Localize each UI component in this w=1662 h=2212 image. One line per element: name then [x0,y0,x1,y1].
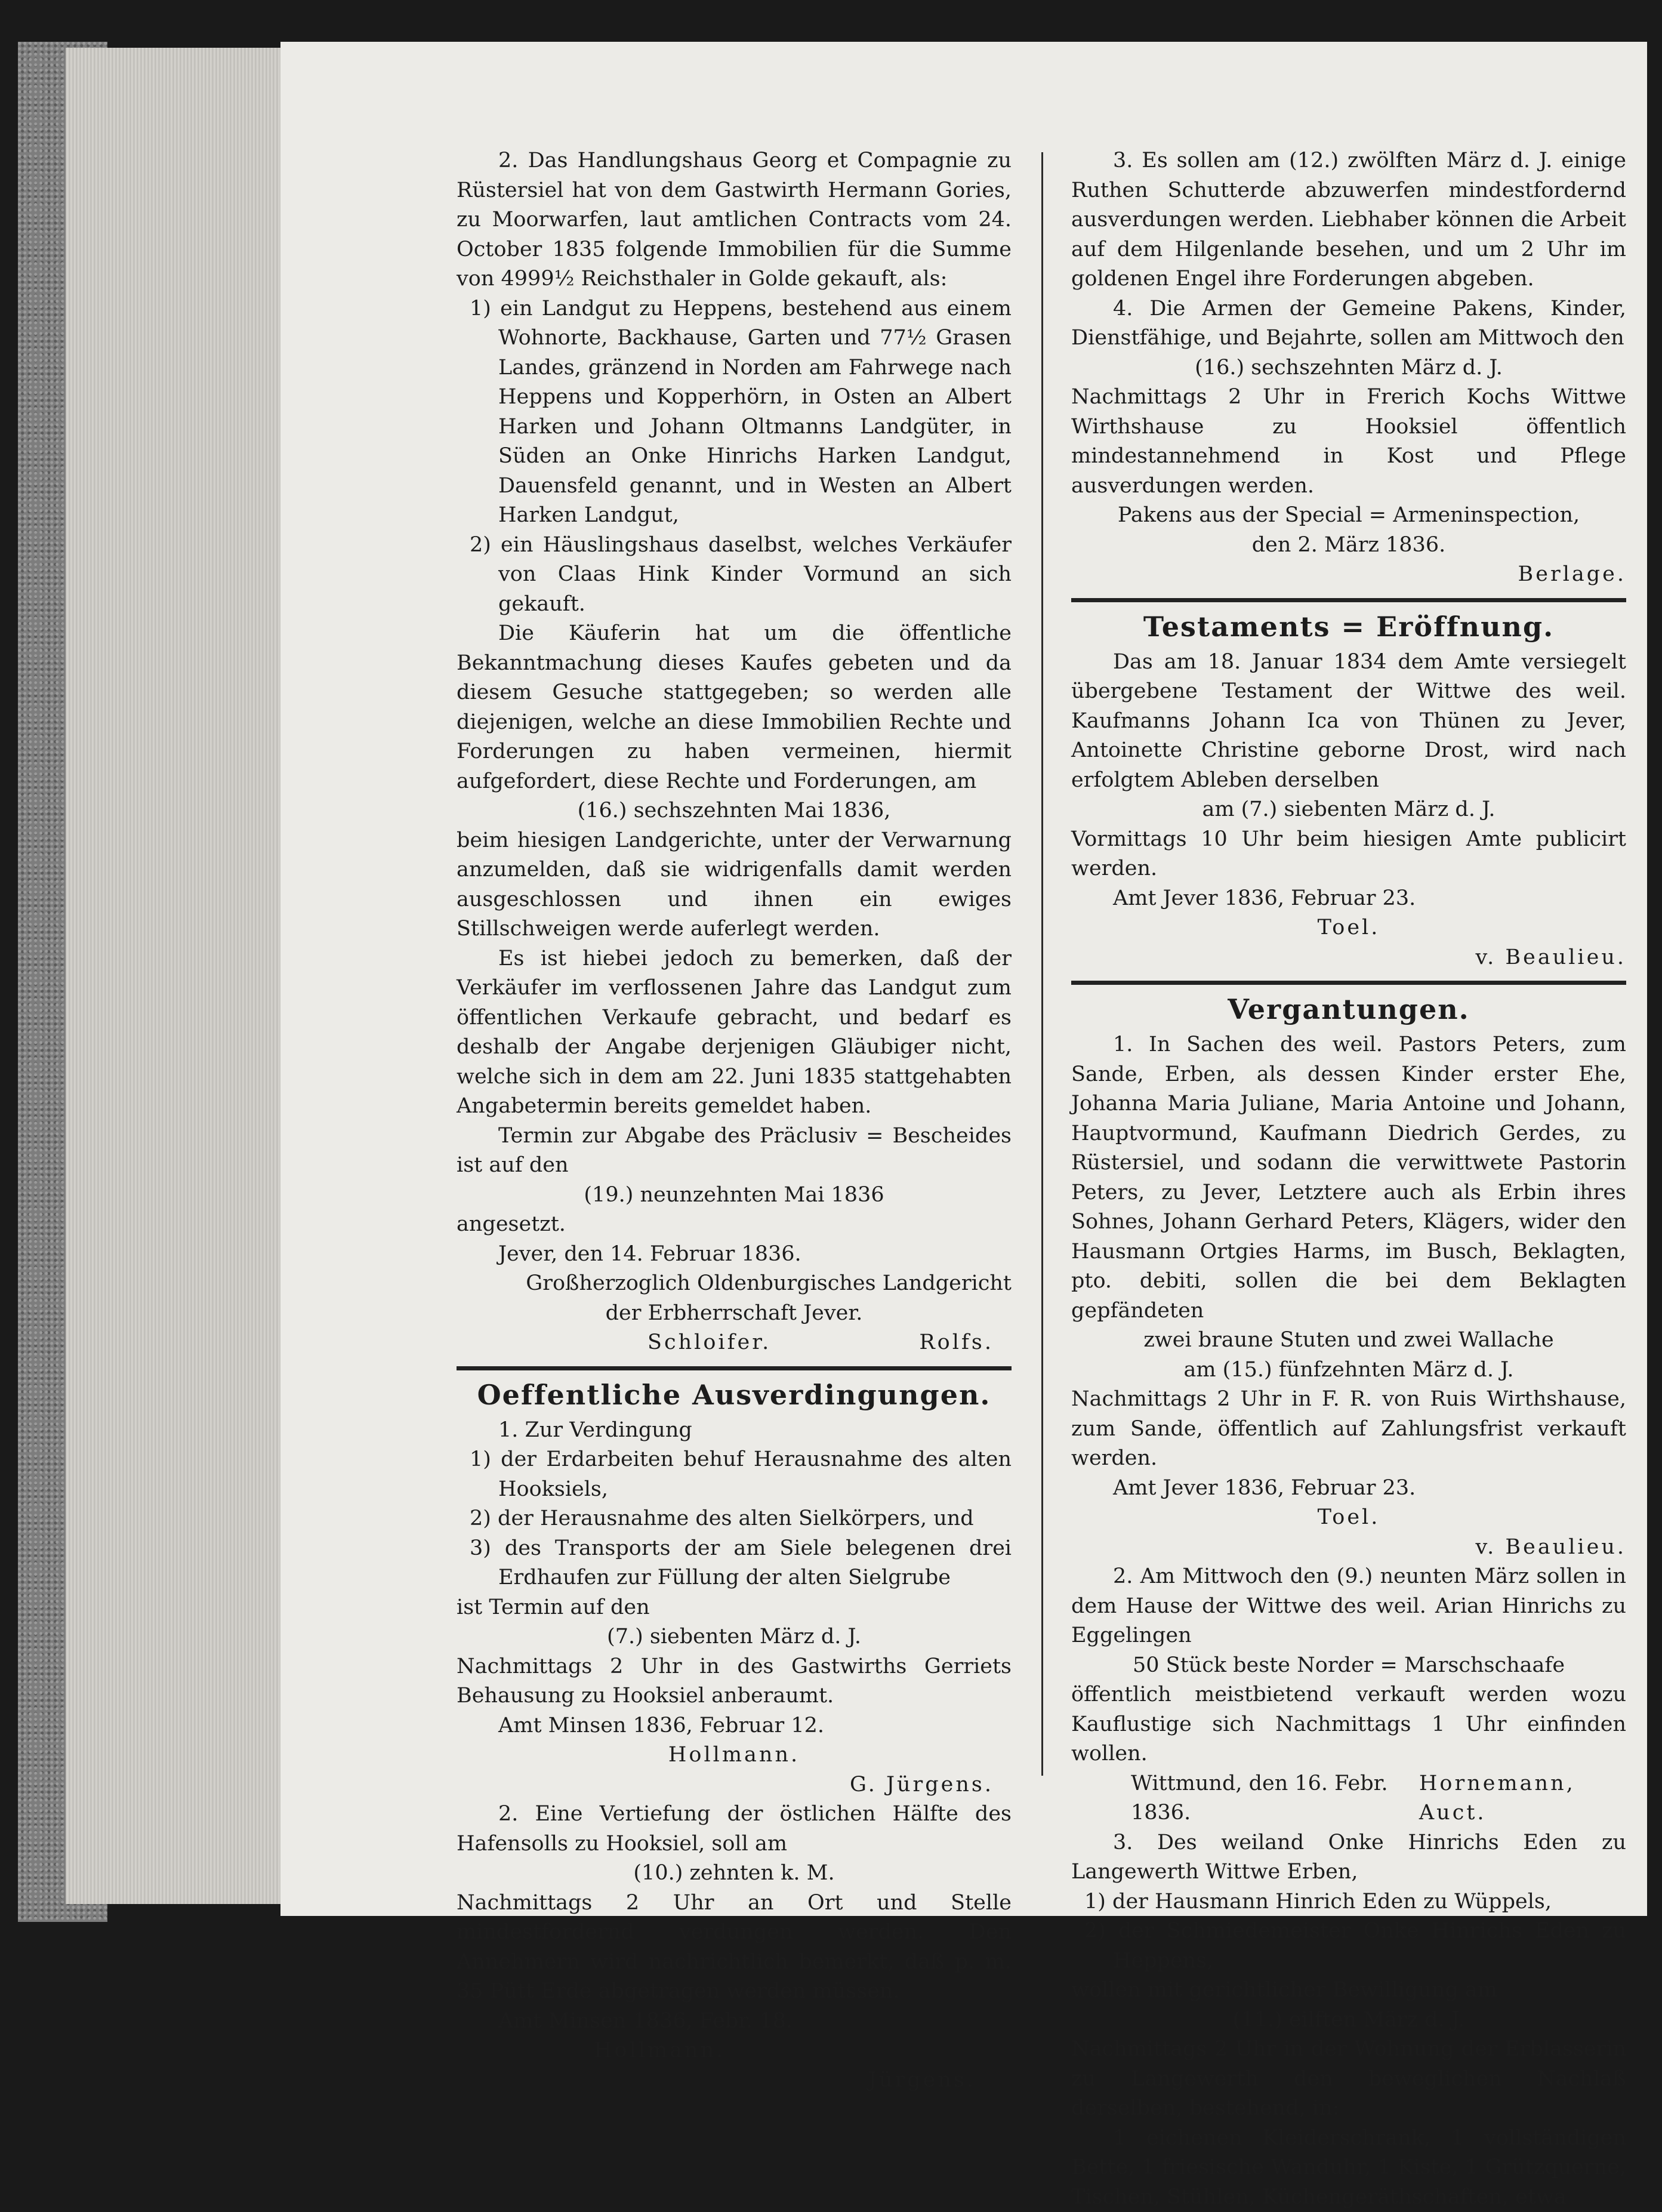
notice-2-paragraph: Die Käuferin hat um die öffentliche Bekanntmachung dieses Kaufes gebeten und da diesem Gesuche stattgegeben; so werden alle diejenigen, welche an diese Immobilien Rechte und Forderungen zu haben vermeinen, hiermit aufgefordert, diese Rechte und Forderungen, am [457,619,1012,796]
notice-2-item-1: 1) ein Landgut zu Heppens, bestehend aus einem Wohnorte, Backhause, Garten und 77½ Grasen Landes, gränzend in Norden am Fahrwege nach Heppens und Kopperhörn, in Osten an Albert Harken und Johann Oltmanns Landgüter, in Süden an Onke Hinrichs Harken Landgut, Dauensfeld genannt, und in Westen an Albert Harken Landgut, [457,294,1012,531]
signature: Hollmann. [457,1740,1012,1770]
ausverdingung-1-intro: 1. Zur Verdingung [457,1416,1012,1446]
ausverdingung-2-date: (10.) zehnten k. M. [457,1859,1012,1888]
vergantung-2-place-date: Wittmund, den 16. Febr. 1836. [1071,1769,1419,1828]
vergantung-3-intro: 3. Des weiland Onke Hinrichs Eden zu Langewerth Wittwe Erben, [1071,1828,1626,1887]
signature: Hollmann. [457,2036,1012,2066]
notice-2-paragraph: angesetzt. [457,1210,1012,1240]
ausverdingung-1-item: 3) des Transports der am Siele belegenen drei Erdhaufen zur Füllung der alten Sielgrube [457,1534,1012,1593]
signature: Hornemann, Auct. [1419,1769,1626,1828]
ausverdingung-4-place: Pakens aus der Special = Armeninspection, [1071,501,1626,531]
ausverdingung-4-paragraph: Nachmittags 2 Uhr in Frerich Kochs Wittwe Wirthshause zu Hooksiel öffentlich mindestannehmend in Kost und Pflege ausverdungen werden. [1071,383,1626,501]
testament-place-date: Amt Jever 1836, Februar 23. [1071,884,1626,914]
notice-2-date-2: (19.) neunzehnten Mai 1836 [457,1181,1012,1210]
vergantung-2-goods: 50 Stück beste Norder = Marschschaafe [1071,1651,1626,1681]
ausverdingung-4-date-line: den 2. März 1836. [1071,531,1626,560]
column-rule [1041,152,1043,1776]
notice-2-paragraph: beim hiesigen Landgerichte, unter der Verwarnung anzumelden, daß sie widrigenfalls damit werden ausgeschlossen und ihnen ein ewiges Stillschweigen werde auferlegt werden. [457,826,1012,944]
notice-2-intro: 2. Das Handlungshaus Georg et Compagnie zu Rüstersiel hat von dem Gastwirth Hermann Gories, zu Moorwarfen, laut amtlichen Contracts vom 24. October 1835 folgende Immobilien für die Summe von 4999½ Reichsthaler in Golde gekauft, als: [457,146,1012,294]
testament-paragraph: Vormittags 10 Uhr beim hiesigen Amte publicirt werden. [1071,825,1626,884]
notice-2-paragraph: Es ist hiebei jedoch zu bemerken, daß der Verkäufer im verflossenen Jahre das Landgut zum öffentlichen Verkaufe gebracht, und bedarf es deshalb der Angabe derjenigen Gläubiger nicht, welche sich in dem am 22. Juni 1835 stattgehabten Angabetermin bereits gemeldet haben. [457,944,1012,1122]
section-heading-vergantungen: Vergantungen. [1071,988,1626,1030]
ausverdingung-2-intro: 2. Eine Vertiefung der östlichen Hälfte des Hafensolls zu Hooksiel, soll am [457,1800,1012,1859]
signature: Berlage. [1071,560,1626,590]
ausverdingung-1-item: 1) der Erdarbeiten behuf Herausnahme des alten Hooksiels, [457,1445,1012,1504]
vergantung-3-item: 1) der Hausmann Hinrich Eden zu Wüppels, [1071,1887,1626,1917]
signature: Toel. [1071,1503,1626,1533]
notice-2-court: der Erbherrschaft Jever. [457,1299,1012,1329]
ausverdingung-1-place-date: Amt Minsen 1836, Februar 12. [457,1711,1012,1741]
notice-2-item-2: 2) ein Häuslingshaus daselbst, welches Verkäufer von Claas Hink Kinder Vormund an sich gekauft. [457,531,1012,620]
notice-2-place-date: Jever, den 14. Februar 1836. [457,1240,1012,1270]
page-edges [66,48,280,1904]
section-heading-testament: Testaments = Eröffnung. [1071,606,1626,648]
newspaper-page [280,42,1647,1916]
ausverdingung-1-item: 2) der Herausnahme des alten Sielkörpers, und [457,1504,1012,1534]
section-divider [1071,981,1626,985]
vergantung-3-goods: 1 eichenen Kleiderschrank, 1 vollständigen Bette, 1 friesische Wanduhr, 1 Kiste, 1 Grützquerne, Tischen, Stühlen, Küchengeräthschaften, etwa [1071,2124,1626,2212]
notice-2-date-1: (16.) sechszehnten Mai 1836, [457,796,1012,826]
ausverdingung-4-intro: 4. Die Armen der Gemeine Pakens, Kinder, Dienstfähige, und Bejahrte, sollen am Mittwoch den [1071,294,1626,353]
ausverdingung-1-paragraph: ist Termin auf den [457,1593,1012,1623]
signature: Rolfs. [919,1328,1012,1358]
notice-2-paragraph: Termin zur Abgabe des Präclusiv = Bescheides ist auf den [457,1122,1012,1181]
left-column [457,146,1012,2095]
ausverdingung-1-paragraph: Nachmittags 2 Uhr in des Gastwirths Gerriets Behausung zu Hooksiel anberaumt. [457,1652,1012,1711]
vergantung-1-date: am (15.) fünfzehnten März d. J. [1071,1355,1626,1385]
testament-paragraph: Das am 18. Januar 1834 dem Amte versiegelt übergebene Testament der Wittwe des weil. Kaufmanns Johann Ica von Thünen zu Jever, Antoinette Christine geborne Drost, wird nach erfolgtem Ableben derselben [1071,648,1626,796]
vergantung-1-paragraph: Nachmittags 2 Uhr in F. R. von Ruis Wirthshause, zum Sande, öffentlich auf Zahlungsfrist verkauft werden. [1071,1385,1626,1474]
section-divider [457,1366,1012,1370]
vergantung-2-footer [1071,1769,1626,1828]
testament-date: am (7.) siebenten März d. J. [1071,795,1626,825]
notice-2-court: Großherzoglich Oldenburgisches Landgericht [457,1269,1012,1299]
ausverdingung-2-place-date: Amt Minsen 1836, Febr. 18. [457,2007,1012,2037]
section-divider [1071,598,1626,602]
signature: Toel. [1071,913,1626,943]
ausverdingung-1-date: (7.) siebenten März d. J. [457,1622,1012,1652]
vergantung-3-paragraph: Nachmittags 2 Uhr in der Wohnung der Erblasserin zu Langewerth den beweglichen Nachlaß derselben, bestehend, in: [1071,2035,1626,2124]
vergantung-3-date: (11.) eilften März d. J. [1071,2005,1626,2035]
ausverdingung-3: 3. Es sollen am (12.) zwölften März d. J. einige Ruthen Schutterde abzuwerfen mindestfordernd ausverdungen werden. Liebhaber können die Arbeit auf dem Hilgenlande besehen, und um 2 Uhr im goldenen Engel ihre Forderungen abgeben. [1071,146,1626,294]
signature: Schloifer. [457,1328,771,1358]
vergantung-1-paragraph: 1. In Sachen des weil. Pastors Peters, zum Sande, Erben, als dessen Kinder erster Ehe, Johanna Maria Juliane, Maria Antoine und Johann, Hauptvormund, Kaufmann Diedrich Gerdes, zu Rüstersiel, und sodann die verwittwete Pastorin Peters, zu Jever, Letztere auch als Erbin ihres Sohnes, Johann Gerhard Peters, Klägers, wider den Hausmann Ortgies Harms, im Busch, Beklagten, pto. debiti, sollen die bei dem Beklagten gepfändeten [1071,1030,1626,1326]
signature: Jürgens. [457,2066,1012,2096]
notice-2-signatures [457,1328,1012,1358]
vergantung-1-goods: zwei braune Stuten und zwei Wallache [1071,1326,1626,1355]
ausverdingung-2-paragraph: Nachmittags 2 Uhr an Ort und Stelle mindestfordernd verdungen werden. Den Annehmern wird nachrichtlich bemerkt, daß p. m. 35 Pütt Erde abgetragen werden müssen. [457,1888,1012,2007]
vergantung-2-paragraph: öffentlich meistbietend verkauft werden wozu Kauflustige sich Nachmittags 1 Uhr einfinden wollen. [1071,1680,1626,1769]
right-column [1071,146,1626,2212]
ausverdingung-4-date: (16.) sechszehnten März d. J. [1071,353,1626,383]
vergantung-3-paragraph: wollen mit gerichtlicher Bewilligung am [1071,1976,1626,2005]
section-heading-ausverdingungen: Oeffentliche Ausverdingungen. [457,1374,1012,1416]
signature: v. Beaulieu. [1071,1533,1626,1563]
signature: G. Jürgens. [457,1770,1012,1800]
vergantung-2-paragraph: 2. Am Mittwoch den (9.) neunten März sollen in dem Hause der Wittwe des weil. Arian Hinrichs zu Eggelingen [1071,1562,1626,1651]
vergantung-3-item: 2) der Schmiedemeister Onke Hinrichs Eden zu Heppens, [1071,1917,1626,1976]
vergantung-1-place-date: Amt Jever 1836, Februar 23. [1071,1474,1626,1504]
signature: v. Beaulieu. [1071,943,1626,973]
